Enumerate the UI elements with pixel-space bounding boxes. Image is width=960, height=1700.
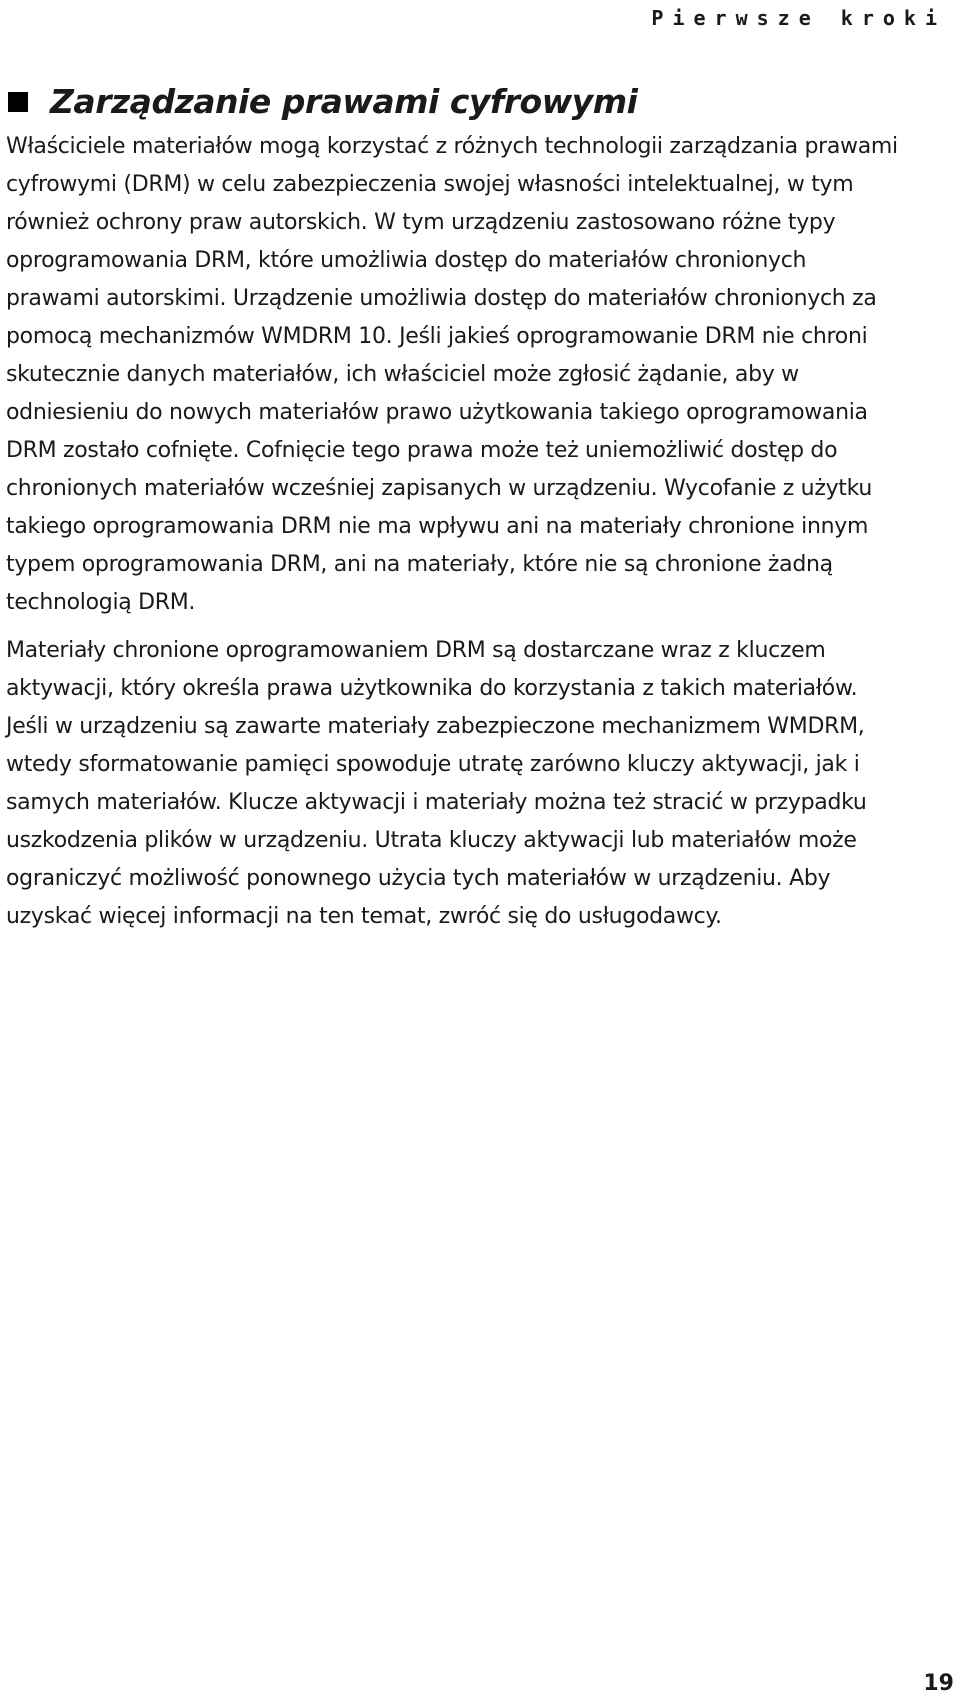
section-heading <box>8 82 940 121</box>
body-text <box>6 128 906 936</box>
paragraph-activation-keys: Materiały chronione oprogramowaniem DRM są dostarczane wraz z kluczem aktywacji, który określa prawa użytkownika do korzystania z takich materiałów. Jeśli w urządzeniu są zawarte materiały zabezpieczone mechanizmem WMDRM, wtedy sformatowanie pamięci spowoduje utratę zarówno kluczy aktywacji, jak i samych materiałów. Klucze aktywacji i materiały można też stracić w przypadku uszkodzenia plików w urządzeniu. Utrata kluczy aktywacji lub materiałów może ograniczyć możliwość ponownego użycia tych materiałów w urządzeniu. Aby uzyskać więcej informacji na ten temat, zwróć się do usługodawcy. <box>6 638 867 929</box>
page-number: 19 <box>923 1671 954 1696</box>
section-title: Zarządzanie prawami cyfrowymi <box>50 82 638 121</box>
square-bullet-icon <box>8 92 28 112</box>
running-header: Pierwsze kroki <box>651 6 946 30</box>
paragraph-drm-overview: Właściciele materiałów mogą korzystać z różnych technologii zarządzania prawami cyfrowymi (DRM) w celu zabezpieczenia swojej własności intelektualnej, w tym również ochrony praw autorskich. W tym urządzeniu zastosowano różne typy oprogramowania DRM, które umożliwia dostęp do materiałów chronionych prawami autorskimi. Urządzenie umożliwia dostęp do materiałów chronionych za pomocą mechanizmów WMDRM 10. Jeśli jakieś oprogramowanie DRM nie chroni skutecznie danych materiałów, ich właściciel może zgłosić żądanie, aby w odniesieniu do nowych materiałów prawo użytkowania takiego oprogramowania DRM zostało cofnięte. Cofnięcie tego prawa może też uniemożliwić dostęp do chronionych materiałów wcześniej zapisanych w urządzeniu. Wycofanie z użytku takiego oprogramowania DRM nie ma wpływu ani na materiały chronione innym typem oprogramowania DRM, ani na materiały, które nie są chronione żadną technologią DRM. <box>6 134 898 615</box>
